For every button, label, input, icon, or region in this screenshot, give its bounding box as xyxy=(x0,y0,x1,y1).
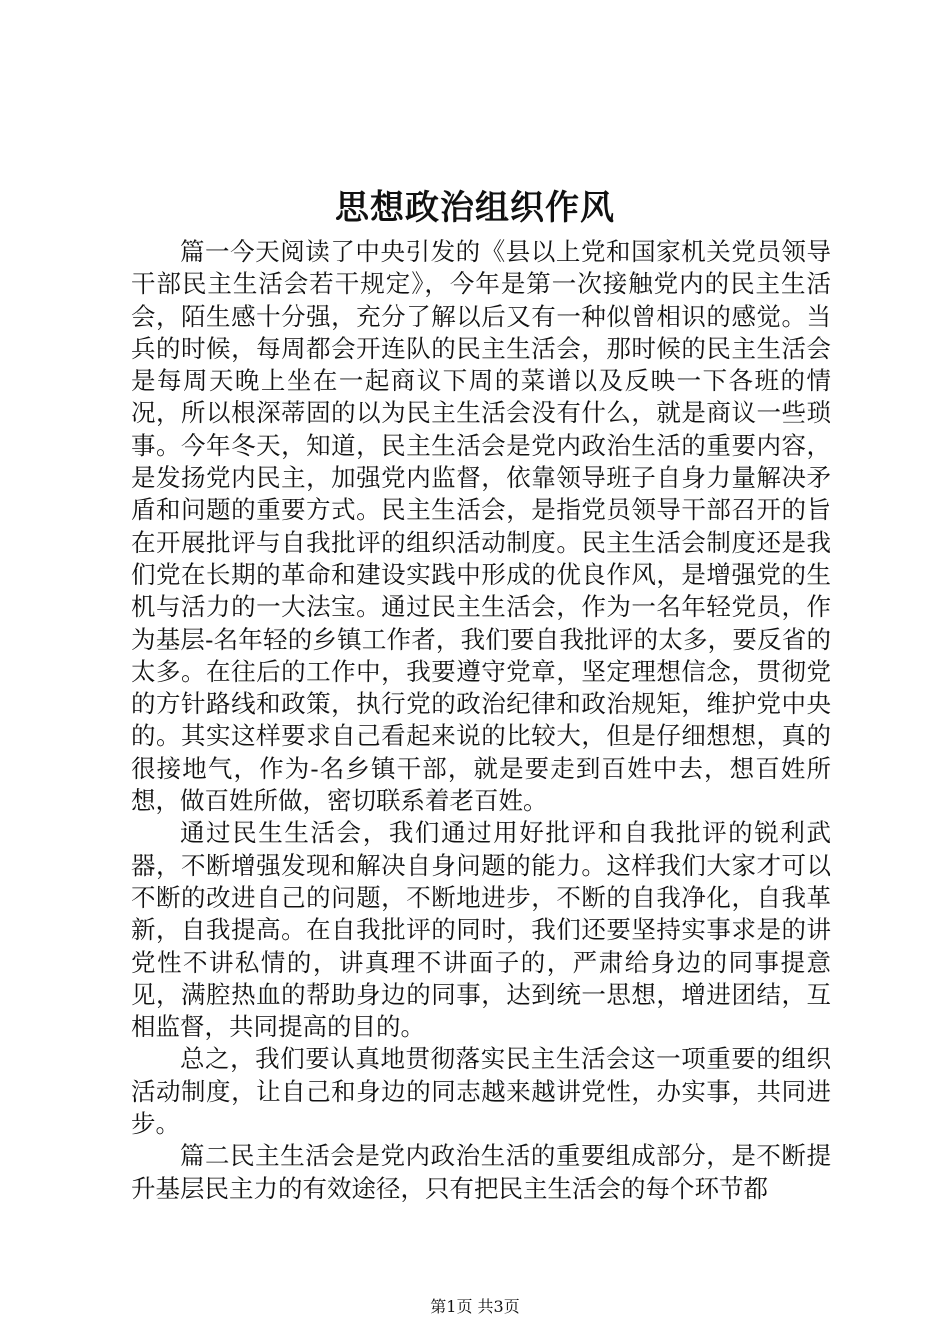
paragraph-3: 总之，我们要认真地贯彻落实民主生活会这一项重要的组织活动制度，让自己和身边的同志越来越讲党性，办实事，共同进步。 xyxy=(131,1044,831,1139)
page-number-footer: 第1页 共3页 xyxy=(430,1297,520,1316)
paragraph-4: 篇二民主生活会是党内政治生活的重要组成部分，是不断提升基层民主力的有效途径，只有把民主生活会的每个环节都 xyxy=(131,1141,831,1203)
paragraph-2: 通过民生生活会，我们通过用好批评和自我批评的锐利武器，不断增强发现和解决自身问题的能力。这样我们大家才可以不断的改进自己的问题，不断地进步，不断的自我净化，自我革新，自我提高。在自我批评的同时，我们还要坚持实事求是的讲党性不讲私情的，讲真理不讲面子的，严肃给身边的同事提意见，满腔热血的帮助身边的同事，达到统一思想，增进团结，互相监督，共同提高的目的。 xyxy=(131,818,831,1042)
document-title: 思想政治组织作风 xyxy=(335,188,615,228)
paragraph-1: 篇一今天阅读了中央引发的《县以上党和国家机关党员领导干部民主生活会若干规定》，今年是第一次接触党内的民主生活会，陌生感十分强，充分了解以后又有一种似曾相识的感觉。当兵的时候，每周都会开连队的民主生活会，那时候的民主生活会是每周天晚上坐在一起商议下周的菜谱以及反映一下各班的情况，所以根深蒂固的以为民主生活会没有什么，就是商议一些琐事。今年冬天，知道，民主生活会是党内政治生活的重要内容，是发扬党内民主，加强党内监督，依靠领导班子自身力量解决矛盾和问题的重要方式。民主生活会，是指党员领导干部召开的旨在开展批评与自我批评的组织活动制度。民主生活会制度还是我们党在长期的革命和建设实践中形成的优良作风，是增强党的生机与活力的一大法宝。通过民主生活会，作为一名年轻党员，作为基层-名年轻的乡镇工作者，我们要自我批评的太多，要反省的太多。在往后的工作中，我要遵守党章，坚定理想信念，贯彻党的方针路线和政策，执行党的政治纪律和政治规矩，维护党中央的。其实这样要求自己看起来说的比较大，但是仔细想想，真的很接地气，作为-名乡镇干部，就是要走到百姓中去，想百姓所想，做百姓所做，密切联系着老百姓。 xyxy=(131,237,831,816)
document-body xyxy=(131,236,831,1205)
